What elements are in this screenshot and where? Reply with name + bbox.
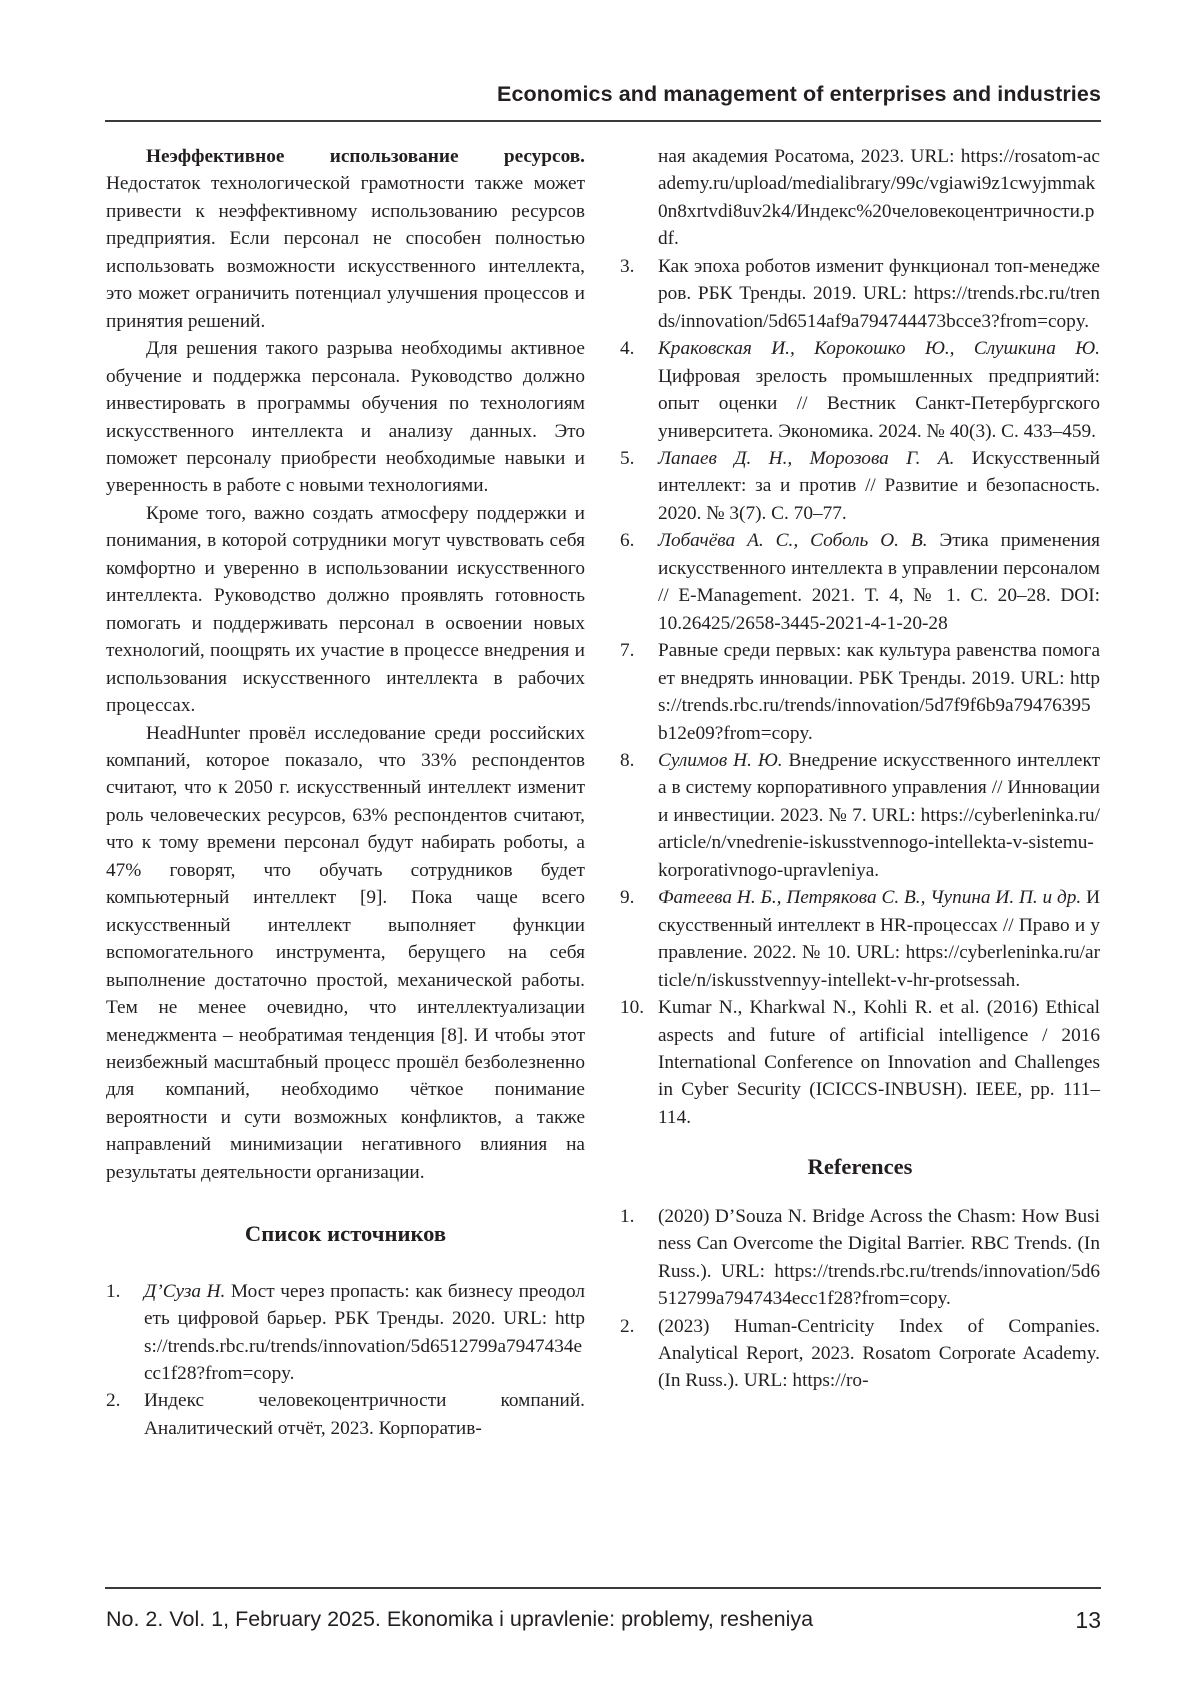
running-header-title: Economics and management of enterprises and industries <box>497 82 1101 106</box>
sources-list-continued <box>620 143 1100 1131</box>
reference-number: 1. <box>620 1205 635 1227</box>
reference-item <box>620 884 1100 994</box>
reference-text: Этика применения искусственного интеллекта в управлении персоналом // E-Management. 2021. Т. 4, № 1. С. 20–28. DOI: 10.26425/2658-3445-2021-4-1-20-28 <box>658 530 1101 634</box>
reference-number: 5. <box>620 447 635 469</box>
reference-item <box>620 253 1100 335</box>
reference-text: Индекс человекоцентричности компаний. Аналитический отчёт, 2023. Корпоратив- <box>144 1390 585 1439</box>
reference-number: 9. <box>620 887 635 909</box>
reference-authors: Д’Суза Н. <box>144 1280 226 1302</box>
left-column <box>106 143 585 1442</box>
reference-number: 3. <box>620 255 635 277</box>
paragraph-lead-heading: Неэффективное использование ресурсов. <box>146 146 585 167</box>
reference-item <box>620 637 1100 747</box>
reference-number: 2. <box>620 1315 635 1337</box>
sources-list <box>106 1278 585 1443</box>
reference-item <box>106 1278 585 1388</box>
footer-citation: No. 2. Vol. 1, February 2025. Ekonomika i upravlenie: problemy, resheniya <box>106 1607 814 1631</box>
reference-item <box>106 1387 585 1442</box>
body-paragraph <box>106 143 585 335</box>
reference-item <box>620 1313 1100 1395</box>
reference-text: (2020) D’Souza N. Bridge Across the Chasm: How Business Can Overcome the Digital Barrier. RBC Trends. (In Russ.). URL: https://trends.rbc.ru/trends/innovation/5d6512799a7947434ecc1f28?from=copy. <box>658 1205 1100 1310</box>
reference-item <box>620 527 1100 637</box>
references-heading: References <box>807 1154 913 1180</box>
right-column <box>620 143 1100 1395</box>
reference-item <box>620 335 1100 445</box>
reference-number: 4. <box>620 338 635 360</box>
reference-authors: Лобачёва А. С., Соболь О. В. <box>658 530 928 552</box>
reference-text: Внедрение искусственного интеллекта в систему корпоративного управления // Инновации и инвестиции. 2023. № 7. URL: https://cyberleninka.ru/article/n/vnedrenie-iskusstvennogo-intellekta-v-sistemu-korporativnogo-upravleniya. <box>658 749 1100 881</box>
reference-text: Мост через пропасть: как бизнесу преодолеть цифровой барьер. РБК Тренды. 2020. URL: https://trends.rbc.ru/trends/innovation/5d6512799a7947434ecc1f28?from=copy. <box>144 1280 585 1385</box>
reference-text: (2023) Human-Centricity Index of Companies. Analytical Report, 2023. Rosatom Corporate Academy. (In Russ.). URL: https://ro- <box>658 1315 1100 1392</box>
header-rule <box>105 120 1101 122</box>
reference-number: 6. <box>620 530 635 552</box>
reference-number: 7. <box>620 640 635 662</box>
reference-number: 1. <box>106 1280 121 1302</box>
reference-text: Kumar N., Kharkwal N., Kohli R. et al. (2016) Ethical aspects and future of artificial intelligence / 2016 International Conference on Innovation and Challenges in Cyber Security (ICICCS-INBUSH). IEEE, pp. 111–114. <box>658 997 1100 1128</box>
reference-text: Искусственный интеллект: за и против // Развитие и безопасность. 2020. № 3(7). С. 70–77. <box>658 447 1100 524</box>
body-paragraph: HeadHunter провёл исследование среди российских компаний, которое показало, что 33% респондентов считают, что к 2050 г. искусственный интеллект изменит роль человеческих ресурсов, 63% респондентов считают, что к тому времени персонал будут набирать роботы, а 47% говорят, что обучать сотрудников будет компьютерный интеллект [9]. Пока чаще всего искусственный интеллект выполняет функции вспомогательного инструмента, берущего на себя выполнение достаточно простой, механической работы. Тем не менее очевидно, что интеллектуализации менеджмента – необратимая тенденция [8]. И чтобы этот неизбежный масштабный процесс прошёл безболезненно для компаний, необходимо чёткое понимание вероятности и сути возможных конфликтов, а также направлений минимизации негативного влияния на результаты деятельности организации. <box>106 722 585 1183</box>
body-paragraph: Кроме того, важно создать атмосферу поддержки и понимания, в которой сотрудники могут чувствовать себя комфортно и уверенно в использовании искусственного интеллекта. Руководство должно проявлять готовность помогать и поддерживать персонал в освоении новых технологий, поощрять их участие в процессе внедрения и использования искусственного интеллекта в рабочих процессах. <box>106 502 585 717</box>
reference-text: Цифровая зрелость промышленных предприятий: опыт оценки // Вестник Санкт-Петербургского университета. Экономика. 2024. № 40(3). С. 433–459. <box>658 365 1100 442</box>
sources-heading: Список источников <box>244 1221 447 1247</box>
reference-authors: Краковская И., Корокошко Ю., Слушкина Ю. <box>658 338 1100 360</box>
reference-text: Равные среди первых: как культура равенства помогает внедрять инновации. РБК Тренды. 2019. URL: https://trends.rbc.ru/trends/innovation/5d7f9f6b9a79476395b12e09?from=copy. <box>658 640 1100 744</box>
footer-rule <box>105 1587 1101 1589</box>
reference-item <box>620 1203 1100 1313</box>
reference-text: ная академия Росатома, 2023. URL: https://rosatom-academy.ru/upload/medialibrary/99c/vgiawi9z1cwyjmmak0n8xrtvdi8uv2k4/Индекс%20человекоцентричности.pdf. <box>658 146 1100 250</box>
reference-item-continued <box>620 143 1100 253</box>
reference-text: Как эпоха роботов изменит функционал топ-менеджеров. РБК Тренды. 2019. URL: https://trends.rbc.ru/trends/innovation/5d6514af9a794744473bcce3?from=copy. <box>658 255 1100 332</box>
paragraph-text: Недостаток технологической грамотности также может привести к неэффективному использованию ресурсов предприятия. Если персонал не способен полностью использовать возможности искусственного интеллекта, это может ограничить потенциал улучшения процессов и принятия решений. <box>106 173 585 332</box>
reference-item <box>620 445 1100 527</box>
reference-authors: Сулимов Н. Ю. <box>658 749 783 771</box>
reference-item <box>620 994 1100 1131</box>
reference-text: Искусственный интеллект в HR-процессах // Право и управление. 2022. № 10. URL: https://cyberleninka.ru/article/n/iskusstvennyy-intellekt-v-hr-protsessah. <box>658 887 1100 991</box>
page-number: 13 <box>1075 1607 1101 1633</box>
reference-number: 2. <box>106 1390 121 1412</box>
reference-item <box>620 747 1100 884</box>
reference-authors: Лапаев Д. Н., Морозова Г. А. <box>658 447 955 469</box>
references-list <box>620 1203 1100 1395</box>
reference-authors: Фатеева Н. Б., Петрякова С. В., Чупина И. П. и др. <box>658 887 1082 909</box>
reference-number: 10. <box>620 997 645 1019</box>
body-paragraph: Для решения такого разрыва необходимы активное обучение и поддержка персонала. Руководство должно инвестировать в программы обучения по технологиям искусственного интеллекта и анализу данных. Это поможет персоналу приобрести необходимые навыки и уверенность в работе с новыми технологиями. <box>106 338 585 497</box>
reference-number: 8. <box>620 749 635 771</box>
